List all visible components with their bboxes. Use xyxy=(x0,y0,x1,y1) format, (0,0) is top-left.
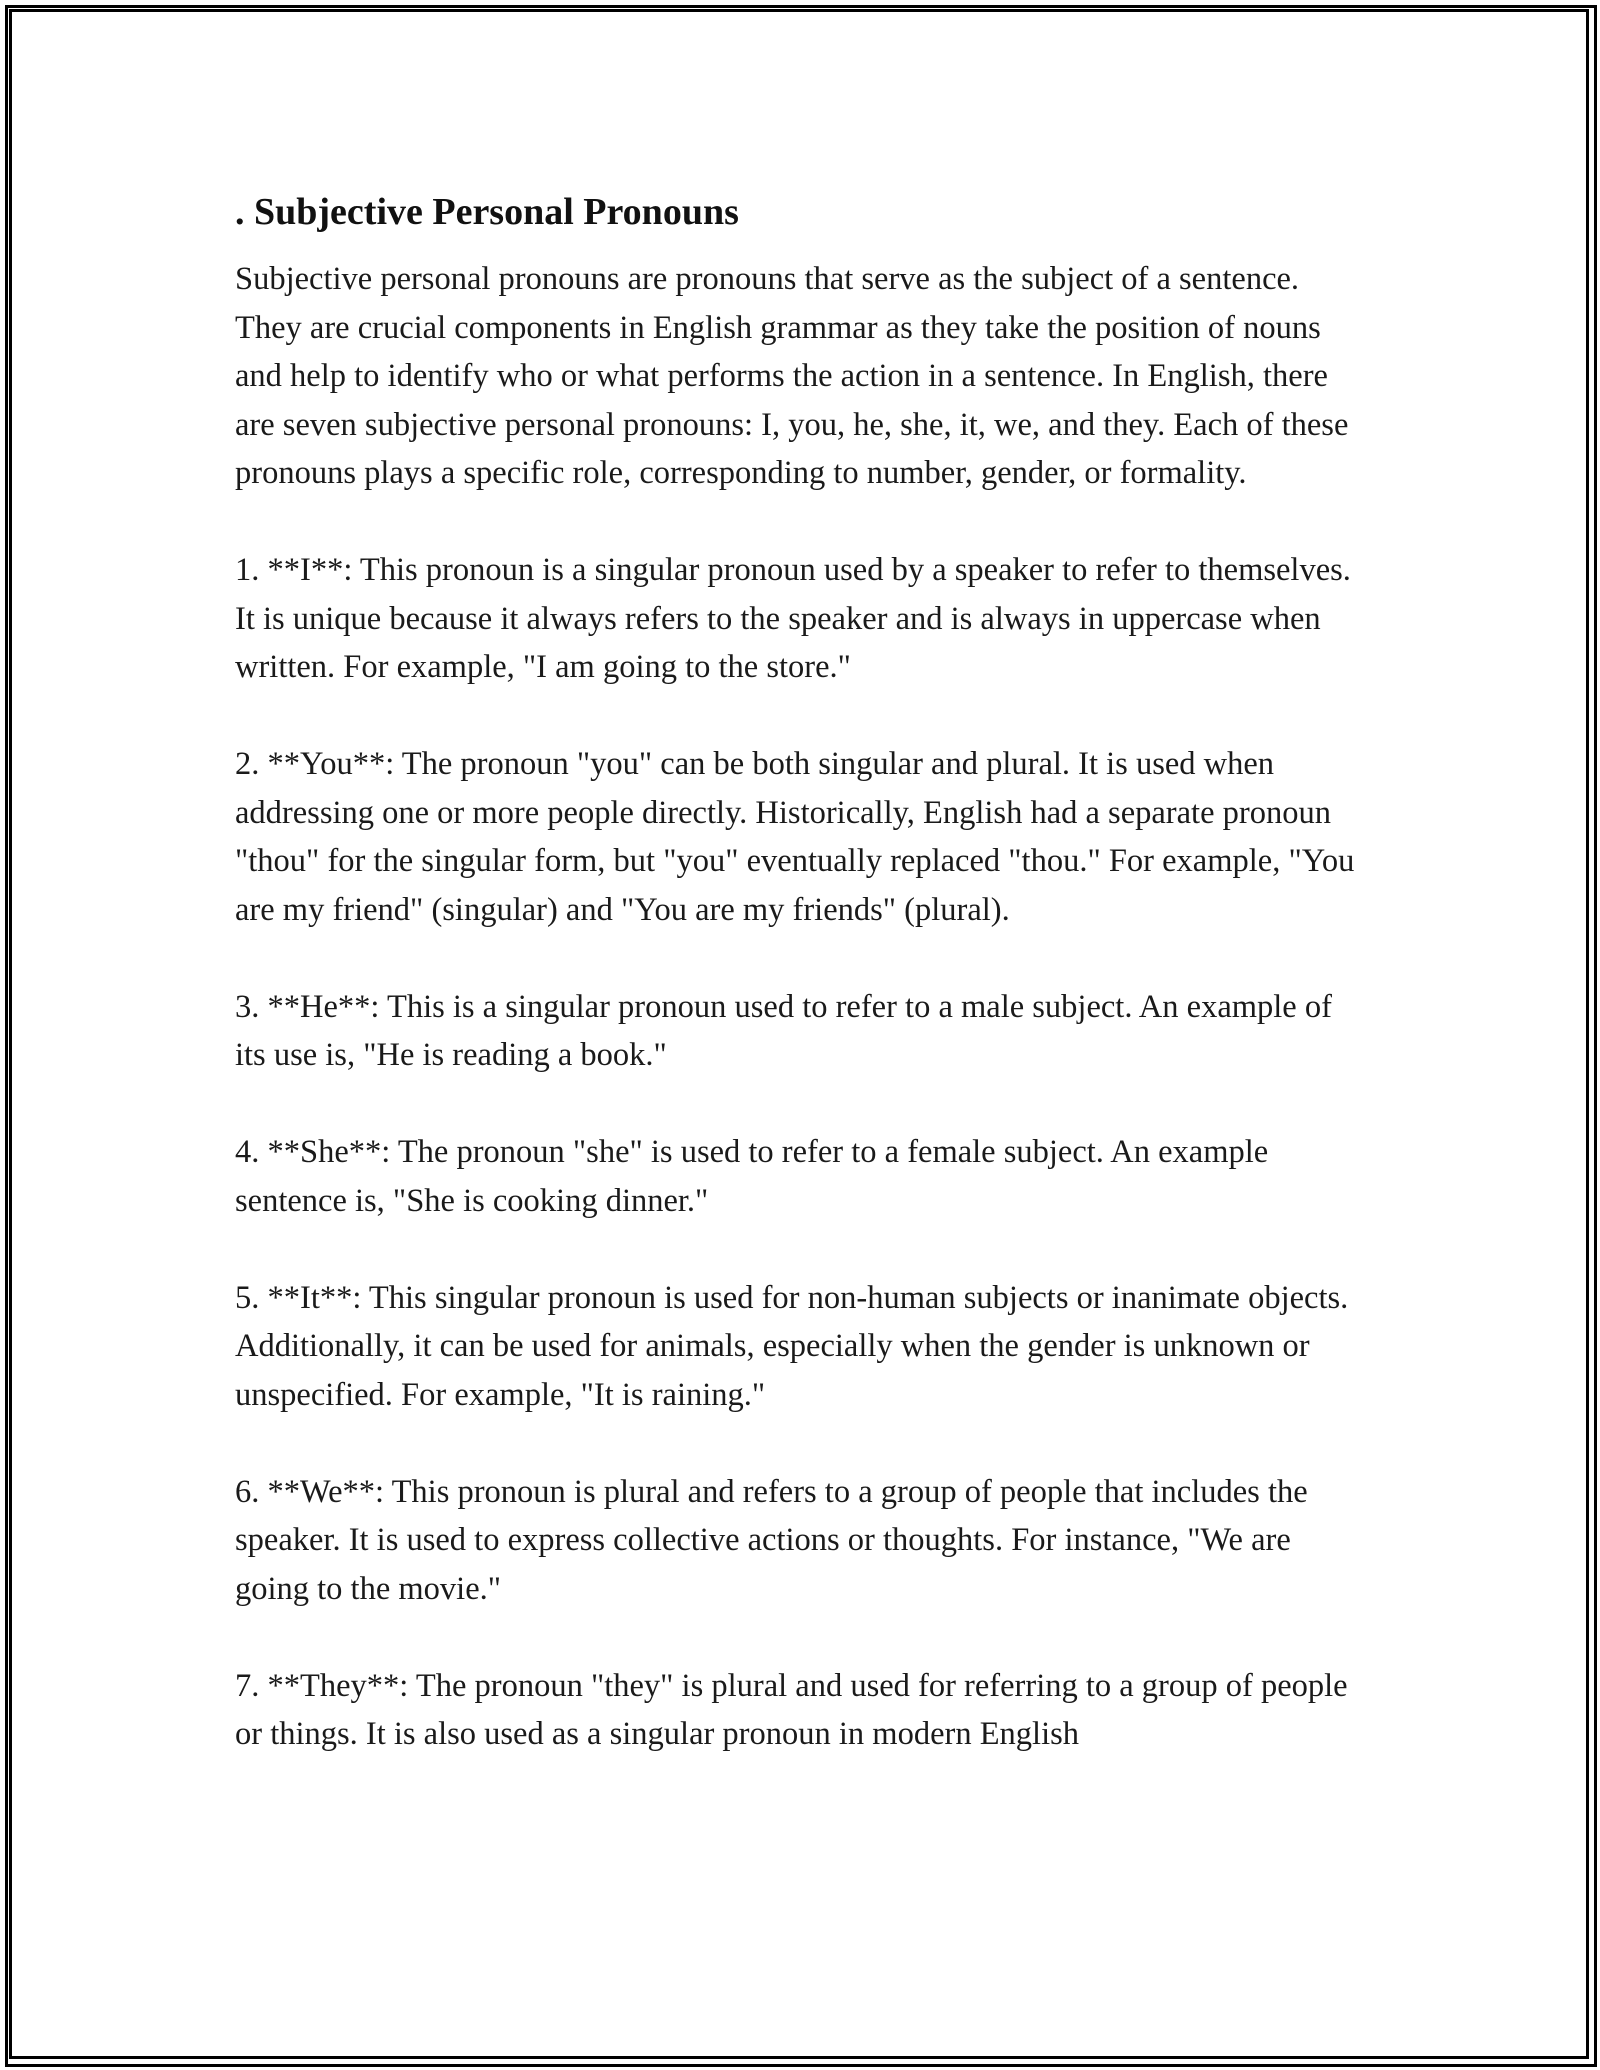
list-item-she: 4. **She**: The pronoun "she" is used to refer to a female subject. An example sentence is, "She is cooking dinner." xyxy=(235,1134,1269,1219)
list-item-we: 6. **We**: This pronoun is plural and refers to a group of people that includes the speaker. It is used to express collective actions or thoughts. For instance, "We are going to the movie." xyxy=(235,1473,1308,1607)
list-item-you: 2. **You**: The pronoun "you" can be both singular and plural. It is used when addressing one or more people directly. Historically, English had a separate pronoun "thou" for the singular form, but "you" eventually replaced "thou." For example, "You are my friend" (singular) and "You are my friends" (plural). xyxy=(235,746,1355,928)
document-body xyxy=(235,186,1370,1759)
list-item-he: 3. **He**: This is a singular pronoun used to refer to a male subject. An example of its use is, "He is reading a book." xyxy=(235,988,1332,1073)
list-item-it: 5. **It**: This singular pronoun is used for non-human subjects or inanimate objects. Additionally, it can be used for animals, especially when the gender is unknown or unspecified. For example, "It is raining." xyxy=(235,1279,1349,1413)
intro-paragraph: Subjective personal pronouns are pronouns that serve as the subject of a sentence. They are crucial components in English grammar as they take the position of nouns and help to identify who or what performs the action in a sentence. In English, there are seven subjective personal pronouns: I, you, he, she, it, we, and they. Each of these pronouns plays a specific role, corresponding to number, gender, or formality. xyxy=(235,261,1349,491)
section-heading: . Subjective Personal Pronouns xyxy=(235,191,739,233)
list-item-i: 1. **I**: This pronoun is a singular pronoun used by a speaker to refer to themselves. It is unique because it always refers to the speaker and is always in uppercase when written. For example, "I am going to the store." xyxy=(235,552,1351,685)
list-item-they: 7. **They**: The pronoun "they" is plural and used for referring to a group of people or things. It is also used as a singular pronoun in modern English xyxy=(235,1667,1348,1752)
